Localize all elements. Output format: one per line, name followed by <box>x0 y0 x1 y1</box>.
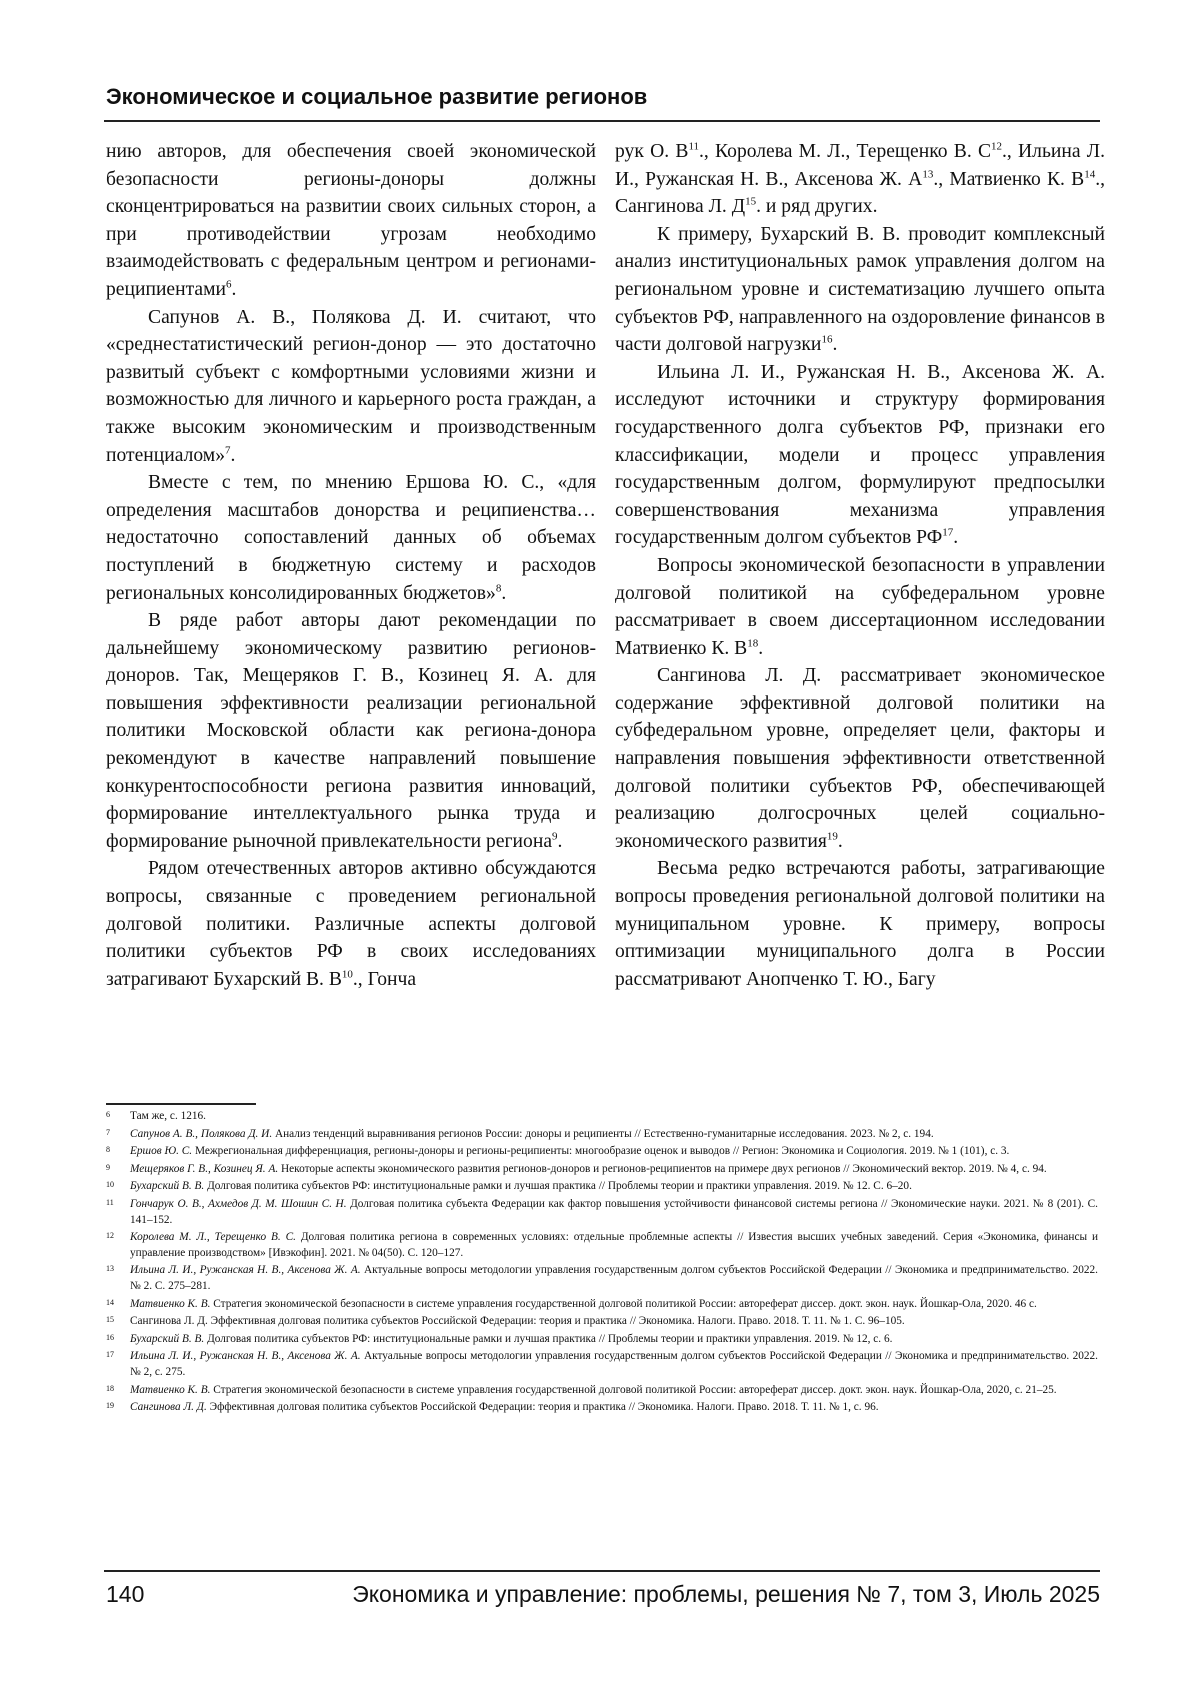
paragraph: Рядом отечественных авторов активно обсуждаются вопросы, связанные с проведением региональной долговой политики. Различные аспекты долговой политики субъектов РФ в своих исследованиях затрагивают Бухарский В. $В^{10}$., Гонча <box>106 858 596 990</box>
footnote-ref[interactable]: 15 <box>745 195 757 208</box>
footnote-divider <box>106 1103 256 1105</box>
page-number: 140 <box>106 1581 145 1607</box>
footnote-ref[interactable]: 11 <box>688 140 700 153</box>
footnotes <box>106 1109 1098 1418</box>
right-column <box>615 138 1105 993</box>
footnote: 15 Сангинова Л. Д. Эффективная долговая политика субъектов Российской Федерации: теория и практика // Экономика. Налоги. Право. 2018. Т. 11. № 1. С. 96–105. <box>106 1315 905 1328</box>
footnote-ref[interactable]: 13 <box>922 168 934 181</box>
paragraph: К примеру, Бухарский В. В. проводит комплексный анализ институциональных рамок управления долгом на региональном уровне и систематизацию лучшего опыта субъектов РФ, направленного на оздоровление финансов в части долговой нагрузки$^{16}$. <box>615 223 1105 356</box>
paragraph: нию авторов, для обеспечения своей экономической безопасности регионы-доноры должны сконцентрироваться на развитии своих сильных сторон, а при противодействии угрозам необходимо взаимодействовать с федеральным центром и регионами-реципиентами$^6$. <box>106 141 596 300</box>
paragraph: Весьма редко встречаются работы, затрагивающие вопросы проведения региональной долговой политики на муниципальном уровне. К примеру, вопросы оптимизации муниципального долга в России рассматривают Анопченко Т. Ю., Багу <box>615 858 1105 990</box>
footnote-ref[interactable]: 10 <box>341 968 353 981</box>
paragraph: Сангинова Л. Д. рассматривает экономическое содержание эффективной долговой политики на субфедеральном уровне, определяет цели, факторы и направления повышения эффективности ответственной долговой политики субъектов РФ, обеспечивающей реализацию долгосрочных целей социально-экономического развития$^{19}$. <box>615 665 1105 852</box>
paragraph: Вместе с тем, по мнению Ершова Ю. С., «для определения масштабов донорства и реципиенства… недостаточно сопоставлений данных об объемах поступлений в бюджетную систему и расходов региональных консолидированных бюджетов»$^8$. <box>106 472 596 604</box>
footnote: 16 Бухарский В. В. Долговая политика субъектов РФ: институциональные рамки и лучшая практика // Проблемы теории и практики управления. 2019. № 12, с. 6. <box>106 1332 893 1345</box>
footnote: 11 Гончарук О. В., Ахмедов Д. М. Шошин С. Н. Долговая политика субъекта Федерации как фактор повышения устойчивости финансовой системы региона // Экономические науки. 2021. № 8 (201). С. 141–152. <box>106 1197 1098 1226</box>
footnote: 14 Матвиенко К. В. Стратегия экономической безопасности в системе управления государственной долговой политикой России: автореферат диссер. докт. экон. наук. Йошкар-Ола, 2020. 46 с. <box>106 1297 1037 1310</box>
footnote: 8 Ершов Ю. С. Межрегиональная дифференциация, регионы-доноры и регионы-реципиенты: многообразие оценок и выводов // Регион: Экономика и Социология. 2019. № 1 (101), с. 3. <box>106 1145 1010 1158</box>
footnote: 13 Ильина Л. И., Ружанская Н. В., Аксенова Ж. А. Актуальные вопросы методологии управления государственным долгом субъектов Российской Федерации // Экономика и предпринимательство. 2022. № 2. С. 275–281. <box>106 1264 1098 1292</box>
footnote-ref[interactable]: 14 <box>1084 168 1096 181</box>
footnote: 10 Бухарский В. В. Долговая политика субъектов РФ: институциональные рамки и лучшая практика // Проблемы теории и практики управления. 2019. № 12. С. 6–20. <box>106 1180 912 1193</box>
footnote-ref[interactable]: 12 <box>991 140 1003 153</box>
footnote-ref[interactable]: 18 <box>747 637 759 650</box>
footnote-ref[interactable]: 8 <box>495 581 502 594</box>
footnote: 7 Сапунов А. В., Полякова Д. И. Анализ тенденций выравнивания регионов России: доноры и реципиенты // Естественно-гуманитарные исследования. 2023. № 2, с. 194. <box>106 1127 934 1140</box>
footer-divider <box>104 1570 1100 1572</box>
journal-title: Экономика и управление: проблемы, решения № 7, том 3, Июль 2025 <box>352 1581 1100 1607</box>
footnote-ref[interactable]: 17 <box>942 526 954 539</box>
footnote-ref[interactable]: 7 <box>225 444 231 456</box>
paragraph: Сапунов А. В., Полякова Д. И. считают, что «среднестатистический регион-донор — это достаточно развитый субъект с комфортными условиями жизни и возможностью для личного и карьерного роста граждан, а также высоким экономическим и производственным потенциалом»$^7$. <box>106 306 596 466</box>
footnote: 19 Сангинова Л. Д. Эффективная долговая политика субъектов Российской Федерации: теория и практика // Экономика. Налоги. Право. 2018. Т. 11. № 1, с. 96. <box>106 1401 879 1414</box>
footnote: 18 Матвиенко К. В. Стратегия экономической безопасности в системе управления государственной долговой политикой России: автореферат диссер. докт. экон. наук. Йошкар-Ола, 2020, с. 21–25. <box>106 1383 1057 1396</box>
left-column <box>106 138 596 993</box>
footnote-ref[interactable]: 6 <box>226 278 232 291</box>
footnote: 17 Ильина Л. И., Ружанская Н. В., Аксенова Ж. А. Актуальные вопросы методологии управления государственным долгом субъектов Российской Федерации // Экономика и предпринимательство. 2022. № 2, с. 275. <box>106 1350 1098 1378</box>
footnote: 12 Королева М. Л., Терещенко В. С. Долговая политика региона в современных условиях: отдельные проблемные аспекты // Известия высших учебных заведений. Серия «Экономика, финансы и управление производством» [Ивэкофин]. 2021. № 04(50). С. 120–127. <box>106 1231 1098 1259</box>
footnote-ref[interactable]: 9 <box>552 830 558 843</box>
footnote-ref[interactable]: 16 <box>821 333 833 346</box>
footnote: 6 Там же, с. 1216. <box>106 1110 207 1122</box>
paragraph: рук О. $В^{11}$., Королева М. Л., Терещенко В. $С^{12}$., Ильина Л. И., Ружанская Н. В., Аксенова Ж. $А^{13}$., Матвиенко К. $В^{14}$., Сангинова Л. $Д^{15}$. и ряд других. <box>615 140 1105 218</box>
header-divider <box>104 120 1100 122</box>
paragraph: В ряде работ авторы дают рекомендации по дальнейшему экономическому развитию регионов-доноров. Так, Мещеряков Г. В., Козинец Я. А. для повышения эффективности реализации региональной политики Московской области как региона-донора рекомендуют в качестве направлений повышение конкурентоспособности региона развития инноваций, формирование интеллектуального рынка труда и формирование рыночной привлекательности региона$^9$. <box>106 610 596 852</box>
running-header: Экономическое и социальное развитие регионов <box>106 84 648 109</box>
paragraph: Вопросы экономической безопасности в управлении долговой политикой на субфедеральном уровне рассматривает в своем диссертационном исследовании Матвиенко К. $В^{18}$. <box>615 554 1105 659</box>
footnote-ref[interactable]: 19 <box>826 830 838 843</box>
footnote: 9 Мещеряков Г. В., Козинец Я. А. Некоторые аспекты экономического развития регионов-доноров и регионов-реципиентов на примере двух регионов // Экономический вектор. 2019. № 4, с. 94. <box>106 1162 1047 1175</box>
paragraph: Ильина Л. И., Ружанская Н. В., Аксенова Ж. А. исследуют источники и структуру формирования государственного долга субъектов РФ, признаки его классификации, модели и процесс управления государственным долгом, формулируют предпосылки совершенствования механизма управления государственным долгом субъектов РФ$^{17}$. <box>615 361 1105 549</box>
